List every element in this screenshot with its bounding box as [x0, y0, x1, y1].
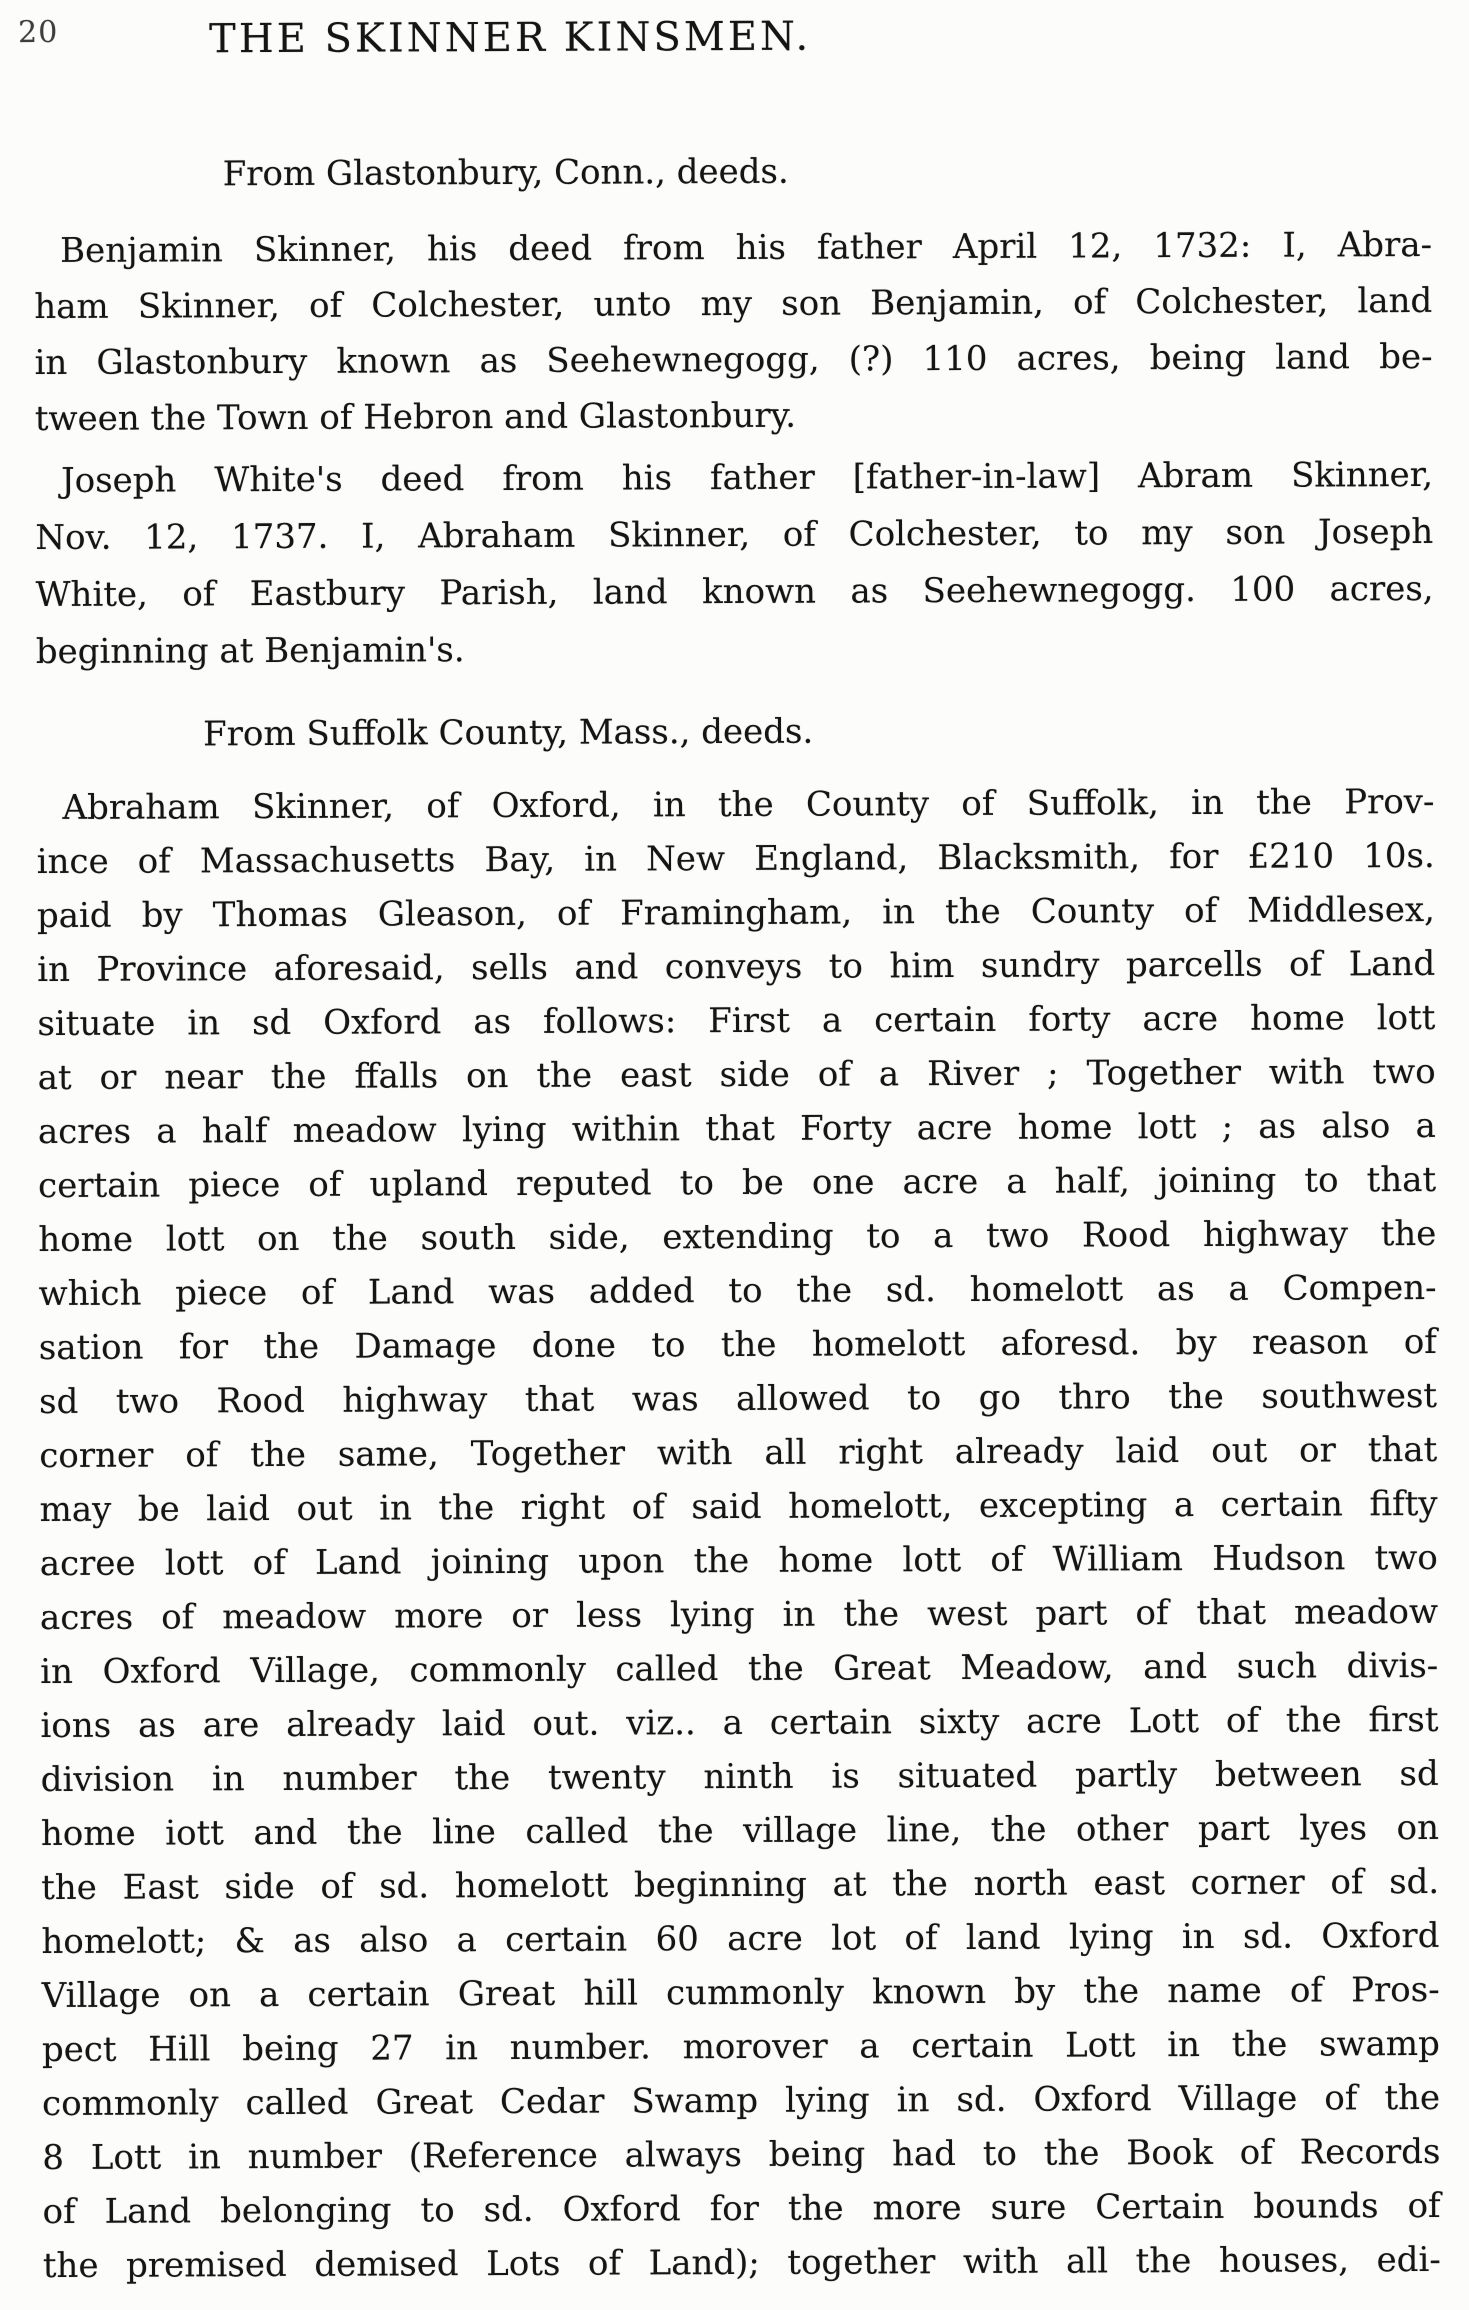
text-line: ince of Massachusetts Bay, in New England, Blacksmith, for £210 10s. [36, 835, 1435, 883]
text-line: commonly called Great Cedar Swamp lying in sd. Oxford Village of the [42, 2077, 1441, 2125]
text-line: in Glastonbury known as Seehewnegogg, (?) 110 acres, being land be- [34, 336, 1433, 384]
text-line: Joseph White's deed from his father [father-in-law] Abram Skinner, [60, 454, 1434, 501]
text-line: paid by Thomas Gleason, of Framingham, in the County of Middlesex, [36, 889, 1436, 937]
text-line: homelott; & as also a certain 60 acre lot of land lying in sd. Oxford [41, 1915, 1440, 1963]
section-heading-glastonbury: From Glastonbury, Conn., deeds. [222, 151, 789, 195]
text-line: pect Hill being 27 in number. morover a certain Lott in the swamp [41, 2023, 1440, 2071]
text-line: home iott and the line called the village line, the other part lyes on [40, 1807, 1440, 1855]
section-heading-suffolk-wrap [0, 711, 1018, 755]
text-line: at or near the ffalls on the east side of a River ; Together with two [37, 1051, 1436, 1099]
text-line: 8 Lott in number (Reference always being had to the Book of Records [42, 2131, 1441, 2179]
paragraph-joseph-white-deed [35, 447, 1434, 681]
text-line: the East side of sd. homelott beginning at the north east corner of sd. [41, 1861, 1440, 1909]
text-line: of Land belonging to sd. Oxford for the more sure Certain bounds of [42, 2185, 1441, 2233]
text-line: acres a half meadow lying within that Forty acre home lott ; as also a [37, 1105, 1436, 1153]
text-line: acres of meadow more or less lying in the west part of that meadow [39, 1591, 1439, 1639]
running-title: THE SKINNER KINSMEN. [209, 13, 812, 63]
section-heading-suffolk: From Suffolk County, Mass., deeds. [202, 711, 814, 755]
paragraph-abraham-skinner-oxford-deed [36, 775, 1441, 2293]
page-number: 20 [18, 14, 59, 51]
text-line: certain piece of upland reputed to be one acre a half, joining to that [38, 1159, 1437, 1207]
text-line: acree lott of Land joining upon the home lott of William Hudson two [39, 1537, 1438, 1585]
text-line: ham Skinner, of Colchester, unto my son Benjamin, of Colchester, land [34, 280, 1433, 328]
text-line: Nov. 12, 1737. I, Abraham Skinner, of Colchester, to my son Joseph [35, 511, 1434, 559]
running-title-wrap [0, 13, 1025, 63]
text-line: division in number the twenty ninth is situated partly between sd [40, 1753, 1439, 1801]
text-line: corner of the same, Together with all right already laid out or that [39, 1429, 1438, 1477]
section-heading-glastonbury-wrap [0, 151, 1016, 195]
text-line: sd two Rood highway that was allowed to go thro the southwest [38, 1375, 1438, 1423]
text-line: may be laid out in the right of said homelott, excepting a certain fifty [39, 1483, 1438, 1531]
text-line: sation for the Damage done to the homelott aforesd. by reason of [38, 1321, 1437, 1369]
text-line: which piece of Land was added to the sd. homelott as a Compen- [38, 1267, 1437, 1315]
text-line: in Province aforesaid, sells and conveys to him sundry parcells of Land [37, 943, 1436, 991]
text-line: home lott on the south side, extending to a two Rood highway the [38, 1213, 1437, 1261]
text-line: the premised demised Lots of Land); together with all the houses, edi- [42, 2239, 1441, 2287]
text-line: tween the Town of Hebron and Glastonbury. [34, 395, 797, 440]
text-line: Benjamin Skinner, his deed from his father April 12, 1732: I, Abra- [59, 224, 1433, 271]
page-header [0, 0, 1464, 73]
text-line: beginning at Benjamin's. [35, 630, 465, 673]
text-line: Village on a certain Great hill cummonly known by the name of Pros- [41, 1969, 1440, 2017]
text-line: situate in sd Oxford as follows: First a certain forty acre home lott [37, 997, 1436, 1045]
paragraph-benjamin-skinner-deed [34, 217, 1433, 447]
text-line: ions as are already laid out. viz.. a certain sixty acre Lott of the first [40, 1699, 1439, 1747]
text-line: in Oxford Village, commonly called the Great Meadow, and such divis- [40, 1645, 1439, 1693]
text-line: White, of Eastbury Parish, land known as Seehewnegogg. 100 acres, [35, 568, 1434, 616]
text-line: Abraham Skinner, of Oxford, in the County of Suffolk, in the Prov- [62, 781, 1435, 828]
